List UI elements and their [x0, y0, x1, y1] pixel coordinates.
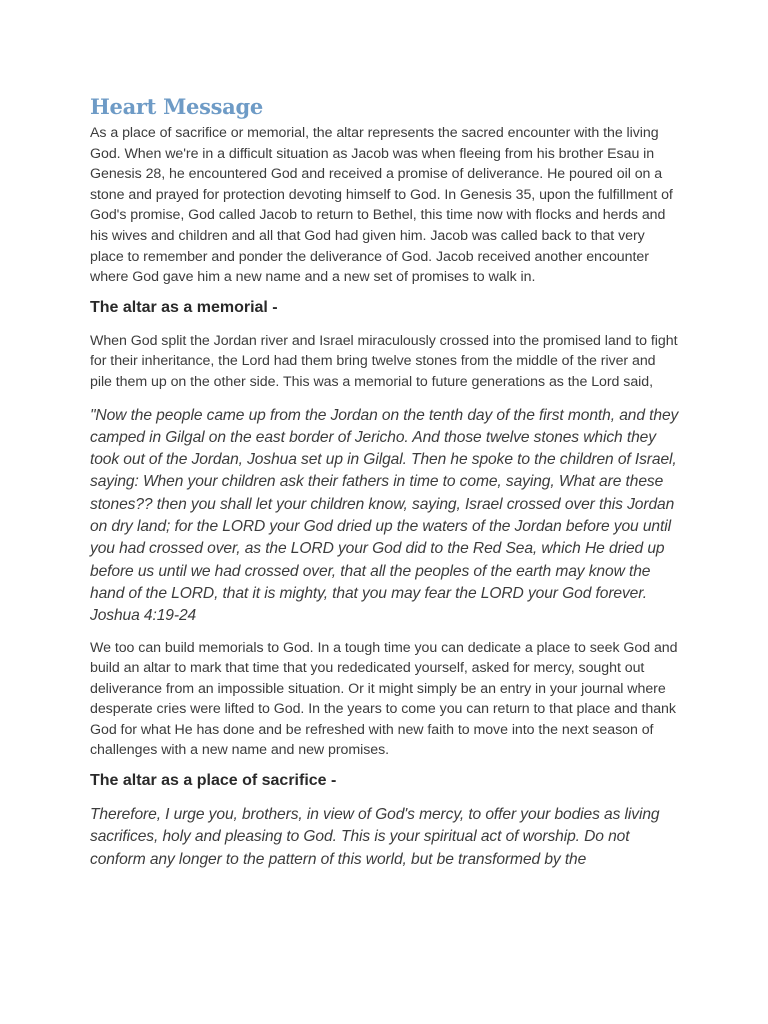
memorial-paragraph: When God split the Jordan river and Israel miraculously crossed into the promised land to fight for their inheritance, the Lord had them bring twelve stones from the middle of the river and pile them up on the other side. This was a memorial to future generations as the Lord said, — [90, 332, 678, 390]
memorial-application-paragraph: We too can build memorials to God. In a tough time you can dedicate a place to seek God and build an altar to mark that time that you rededicated yourself, asked for mercy, sought out deliverance from an impossible situation. Or it might simply be an entry in your journal where desperate cries were lifted to God. In the years to come you can return to that place and thank God for what He has done and be refreshed with new faith to move into the next season of challenges with a new name and new promises. — [90, 639, 678, 759]
intro-paragraph: As a place of sacrifice or memorial, the altar represents the sacred encounter with the living God. When we're in a difficult situation as Jacob was when fleeing from his brother Esau in Genesis 28, he encountered God and received a promise of deliverance. He poured oil on a stone and prayed for protection devoting himself to God. In Genesis 35, upon the fulfillment of God's promise, God called Jacob to return to Bethel, this time now with flocks and herds and his wives and children and all that God had given him. Jacob was called back to that very place to remember and ponder the deliverance of God. Jacob received another encounter where God gave him a new name and a new set of promises to walk in. — [90, 125, 673, 286]
document-page — [90, 92, 680, 881]
scripture-quote-romans: Therefore, I urge you, brothers, in view of God's mercy, to offer your bodies as living sacrifices, holy and pleasing to God. This is your spiritual act of worship. Do not conform any longer to the pattern of this world, but be transformed by the — [90, 806, 660, 868]
page-title: Heart Message — [90, 94, 263, 119]
section-heading-memorial: The altar as a memorial - — [90, 298, 278, 316]
scripture-quote-joshua: "Now the people came up from the Jordan on the tenth day of the first month, and they camped in Gilgal on the east border of Jericho. And those twelve stones which they took out of the Jordan, Joshua set up in Gilgal. Then he spoke to the children of Israel, saying: When your children ask their fathers in time to come, saying, What are these stones?? then you shall let your children know, saying, Israel crossed over this Jordan on dry land; for the LORD your God dried up the waters of the Jordan before you until you had crossed over, as the LORD your God did to the Red Sea, which He dried up before us until we had crossed over, that all the peoples of the earth may know the hand of the LORD, that it is mighty, that you may fear the LORD your God forever. Joshua 4:19-24 — [90, 406, 679, 625]
section-heading-sacrifice: The altar as a place of sacrifice - — [90, 772, 337, 790]
